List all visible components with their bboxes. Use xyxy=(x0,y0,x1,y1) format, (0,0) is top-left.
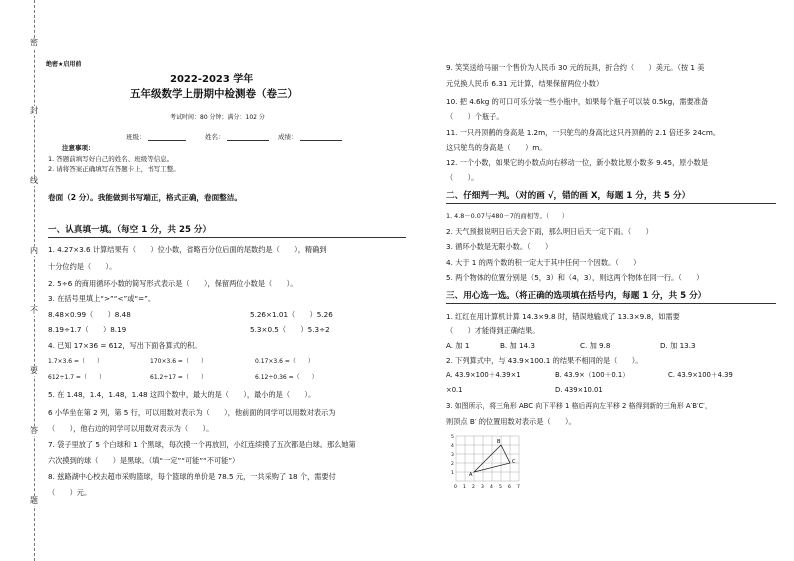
option-a: A. 43.9×100＋4.39×1 xyxy=(446,371,521,379)
question-line: 2. 5÷6 的商用循环小数的简写形式表示是（ ），保留两位小数是（ ）。 xyxy=(48,279,298,288)
section-3-title: 三、用心选一选。（将正确的选项填在括号内，每题 1 分，共 5 分） xyxy=(446,291,707,301)
option-d: D. 439×10.01 xyxy=(555,386,603,394)
option-c-continued: ×0.1 xyxy=(446,386,463,394)
x-tick: 5 xyxy=(499,485,502,490)
y-tick: 4 xyxy=(451,444,454,449)
question-line: 6 小华坐在第 2 列，第 5 行，可以用数对表示为（ ），他前面的同学可以用数对表示为 xyxy=(48,408,336,417)
compare-item: 8.19÷1.7（ ）8.19 xyxy=(48,325,127,334)
note-line: 2. 请将答案正确填写在答题卡上，书写工整。 xyxy=(48,165,180,173)
exam-info: 考试时间：80 分钟；满分：102 分 xyxy=(170,114,265,121)
score-field[interactable] xyxy=(300,140,342,141)
compare-item: 5.3×0.5（ ）5.3÷2 xyxy=(250,325,330,334)
y-tick: 1 xyxy=(451,471,454,476)
neatness-note: 卷面（2 分）。我能做到书写端正，格式正确，卷面整洁。 xyxy=(48,193,242,202)
section-1-title: 一、认真填一填。（每空 1 分，共 25 分） xyxy=(48,225,212,235)
binding-char: 内 xyxy=(27,246,41,256)
point-label-b: B xyxy=(497,439,501,445)
score-label: 成绩： xyxy=(278,133,298,141)
question-line: （ ）个瓶子。 xyxy=(446,112,504,121)
notes-title: 注意事项： xyxy=(62,144,95,152)
name-field[interactable] xyxy=(227,140,269,141)
binding-char: 线 xyxy=(27,176,41,186)
binding-char: 不 xyxy=(27,306,41,316)
question-line: 4. 已知 17×36 = 612，写出下面各算式的积。 xyxy=(48,341,202,350)
question-line: 11. 一只丹顶鹤的身高是 1.2m，一只鸵鸟的身高比这只丹顶鹤的 2.1 倍还多 24cm。 xyxy=(446,128,721,137)
section-2-title: 二、仔细判一判。（对的画 √，错的画 X，每题 1 分，共 5 分） xyxy=(446,191,691,201)
question-line: 12. 一个小数，如果它的小数点向右移动一位，新小数比原小数多 9.45，原小数是 xyxy=(446,158,709,167)
option-c: C. 43.9×100＋4.39 xyxy=(668,371,733,379)
judge-item: 4. 大于 1 的两个数的积一定大于其中任何一个因数。（ ） xyxy=(446,258,641,267)
question-line: 10. 把 4.6kg 的可口可乐分装一些小瓶中，如果每个瓶子可以装 0.5kg，需要准备 xyxy=(446,97,709,106)
y-tick: 5 xyxy=(451,435,454,440)
question-line: （ ）才能得到正确结果。 xyxy=(446,326,540,335)
product-item: 61.2÷17 =（ ） xyxy=(150,374,207,381)
y-tick: 3 xyxy=(451,453,454,458)
binding-char: 封 xyxy=(27,106,41,116)
question-line: 3. 如图所示，将三角形 ABC 向下平移 1 格后再向左平移 2 格得到新的三角形 A′B′C′， xyxy=(446,402,712,410)
x-tick: 0 xyxy=(454,485,457,490)
triangle-grid-figure xyxy=(450,432,530,492)
point-label-a: A xyxy=(469,472,473,478)
question-line: （ ），他右边的同学可以用数对表示为（ ）。 xyxy=(48,424,214,433)
product-item: 0.17×3.6 =（ ） xyxy=(255,358,314,365)
section-divider xyxy=(48,237,406,238)
question-line: 2. 下列算式中，与 43.9×100.1 的结果不相同的是（ ）。 xyxy=(446,356,643,365)
section-divider xyxy=(446,303,776,304)
judge-item: 1. 4.8－0.07与480－7的商相等。（ ） xyxy=(446,212,569,220)
option-a: A. 加 1 xyxy=(446,341,470,350)
question-line: 六次摸到的球（ ）是黑球。（填“一定”“可能”“不可能”） xyxy=(48,456,240,465)
option-d: D. 加 13.3 xyxy=(660,341,696,350)
product-item: 170×3.6 =（ ） xyxy=(150,358,207,365)
exam-year: 2022-2023 学年 xyxy=(170,74,254,85)
option-b: B. 加 14.3 xyxy=(500,341,535,350)
binding-char: 要 xyxy=(27,366,41,376)
question-line: （ ）元。 xyxy=(48,488,92,497)
binding-margin xyxy=(0,0,40,561)
question-line: 8. 兹路湖中心校去超市采购篮球，每个篮球的单价是 78.5 元，一共采购了 18 个，需要付 xyxy=(48,472,336,481)
x-tick: 6 xyxy=(508,485,511,490)
page-title: 五年级数学上册期中检测卷（卷三） xyxy=(130,88,298,100)
x-tick: 1 xyxy=(463,485,466,490)
note-line: 1. 答题前填写好自己的姓名、班级等信息。 xyxy=(48,155,174,163)
x-tick: 2 xyxy=(472,485,475,490)
question-line: 1. 4.27×3.6 计算结果有（ ）位小数，省略百分位后面的尾数约是（ ），精确到 xyxy=(48,245,327,254)
judge-item: 2. 天气预报说明日后天会下雨，那么明日后天一定下雨。（ ） xyxy=(446,227,653,236)
question-line: 则顶点 B′ 的位置用数对表示是（ ）。 xyxy=(446,417,576,426)
binding-char: 题 xyxy=(27,496,41,506)
product-item: 1.7×3.6 =（ ） xyxy=(48,358,104,365)
point-label-c: C xyxy=(512,459,516,465)
seal-line xyxy=(34,0,35,561)
x-tick: 3 xyxy=(481,485,484,490)
judge-item: 3. 循环小数是无限小数。（ ） xyxy=(446,242,553,251)
question-line: 这只鸵鸟的身高是（ ）m。 xyxy=(446,143,547,152)
class-field[interactable] xyxy=(148,140,186,141)
question-line: 5. 在 1.48，1.4，1.48，1.48 这四个数中，最大的是（ ），最小的是（ ）。 xyxy=(48,390,316,399)
option-b: B. 43.9×（100＋0.1） xyxy=(555,371,629,379)
judge-item: 5. 两个物体的位置分别是（5，3）和（4，3），则这两个物体在同一行。（ ） xyxy=(446,273,704,282)
question-line: 7. 袋子里放了 5 个白球和 1 个黑球，每次摸一个再放回，小红连续摸了五次都是白球。那么她第 xyxy=(48,440,356,449)
binding-char: 密 xyxy=(27,38,41,48)
product-item: 612÷1.7 =（ ） xyxy=(48,374,105,381)
class-label: 班级： xyxy=(126,133,146,141)
compare-item: 8.48×0.99（ ）8.48 xyxy=(48,310,131,319)
option-c: C. 加 9.8 xyxy=(580,341,611,350)
section-divider xyxy=(446,203,776,204)
confidential-stamp: 绝密★启用前 xyxy=(46,61,82,68)
question-line: 3. 在括号里填上“>”“<”或“=”。 xyxy=(48,294,156,303)
product-item: 6.12÷0.36 =（ ） xyxy=(255,374,318,381)
question-line: 元兑换人民币 6.31 元计算，结果保留两位小数） xyxy=(446,79,604,88)
binding-char: 答 xyxy=(27,426,41,436)
question-line: 9. 笑笑送给马丽一个售价为人民币 30 元的玩具，折合约（ ）美元。（按 1 美 xyxy=(446,63,705,72)
question-line: 十分位约是（ ）。 xyxy=(48,262,117,271)
x-tick: 7 xyxy=(517,485,520,490)
name-label: 姓名： xyxy=(205,133,225,141)
x-tick: 4 xyxy=(490,485,493,490)
compare-item: 5.26×1.01（ ）5.26 xyxy=(250,310,333,319)
question-line: 1. 红红在用计算机计算 14.3×9.8 时，错误地输成了 13.3×9.8，如需要 xyxy=(446,312,680,321)
question-line: （ ）。 xyxy=(446,173,479,182)
y-tick: 2 xyxy=(451,462,454,467)
